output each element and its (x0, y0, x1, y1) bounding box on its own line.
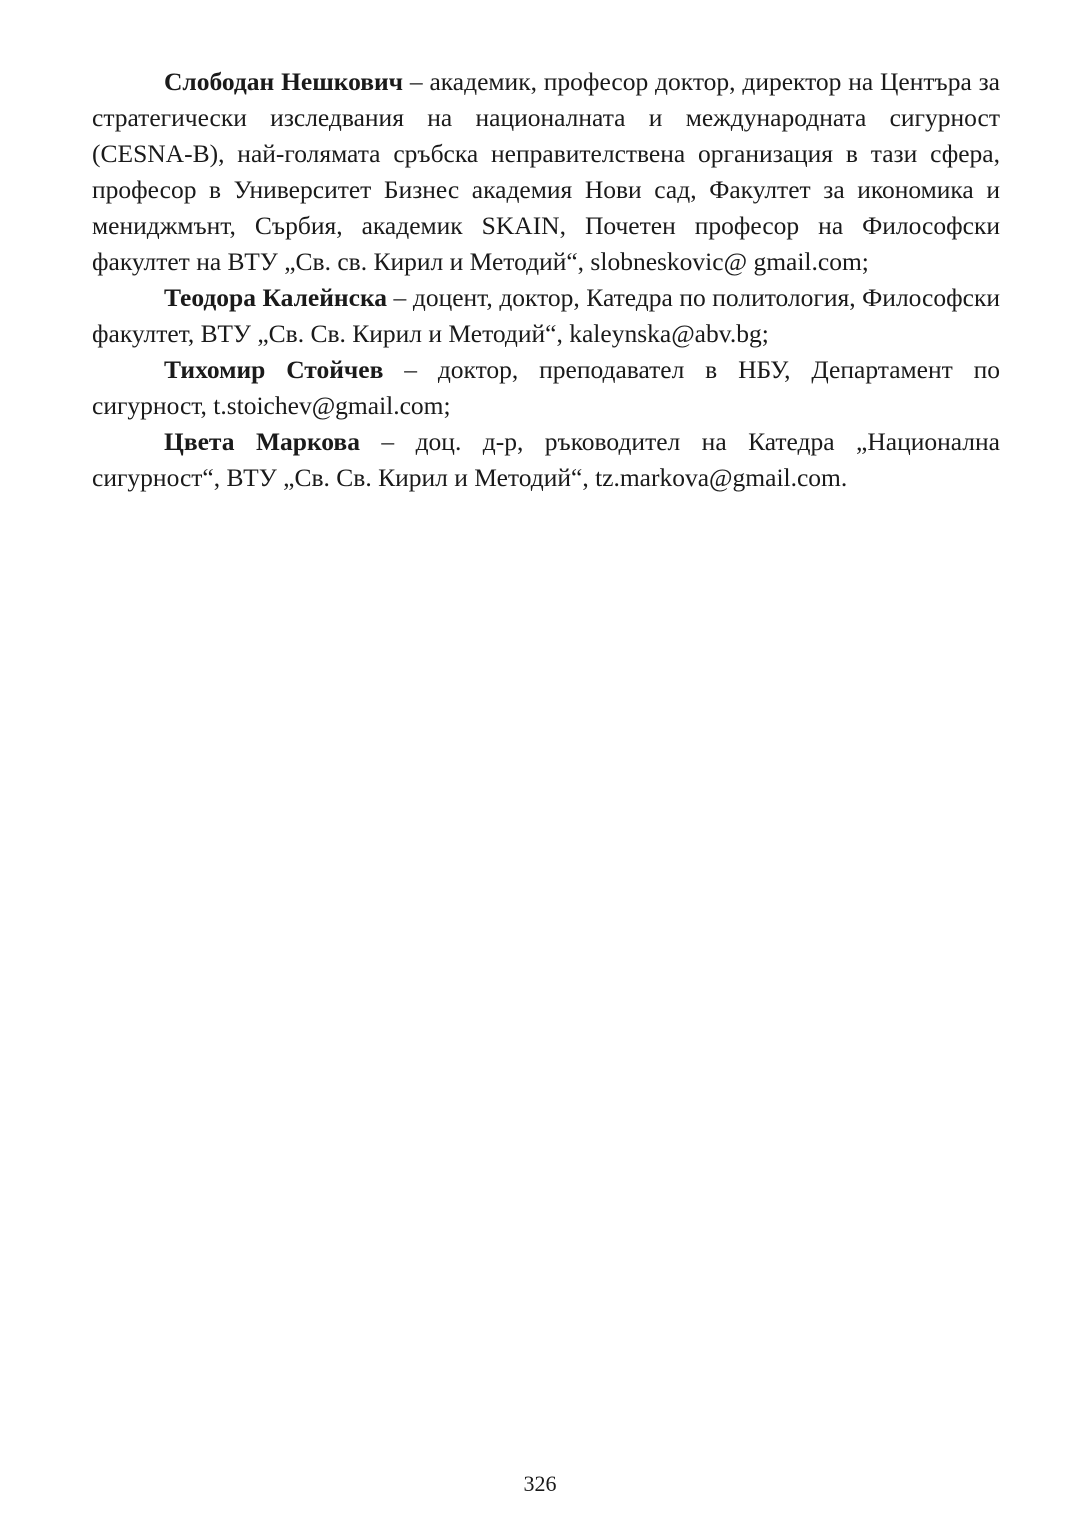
author-name: Цвета Маркова (164, 427, 360, 456)
author-entry (92, 64, 1000, 280)
author-description: – доцент, доктор, Катедра по политология, Философски факултет, ВТУ „Св. Св. Кирил и Методий“, kaleynska@abv.bg; (92, 283, 1001, 348)
page-number: 326 (523, 1471, 557, 1496)
author-description: – академик, професор доктор, директор на Центъра за стратегически изследвания на националната и международната сигурност (CESNA-B), най-голямата сръбска неправителствена организация в тази сфера, професор в Университет Бизнес академия Нови сад, Факултет за икономика и мениджмънт, Сърбия, академик SKAIN, Почетен професор на Философски факултет на ВТУ „Св. св. Кирил и Методий“, slobneskovic@ gmail.com; (92, 67, 1000, 276)
author-description: – доц. д-р, ръководител на Катедра „Национална сигурност“, ВТУ „Св. Св. Кирил и Методий“, tz.markova@gmail.com. (92, 427, 1000, 492)
author-name: Теодора Калейнска (164, 283, 388, 312)
author-name: Тихомир Стойчев (164, 355, 384, 384)
author-description: – доктор, преподавател в НБУ, Департамент по сигурност, t.stoichev@gmail.com; (92, 355, 1000, 420)
author-name: Слободан Нешкович (164, 67, 404, 96)
author-entry (92, 424, 1000, 496)
author-list (92, 64, 1000, 496)
author-entry (92, 352, 1000, 424)
author-entry (92, 280, 1000, 352)
